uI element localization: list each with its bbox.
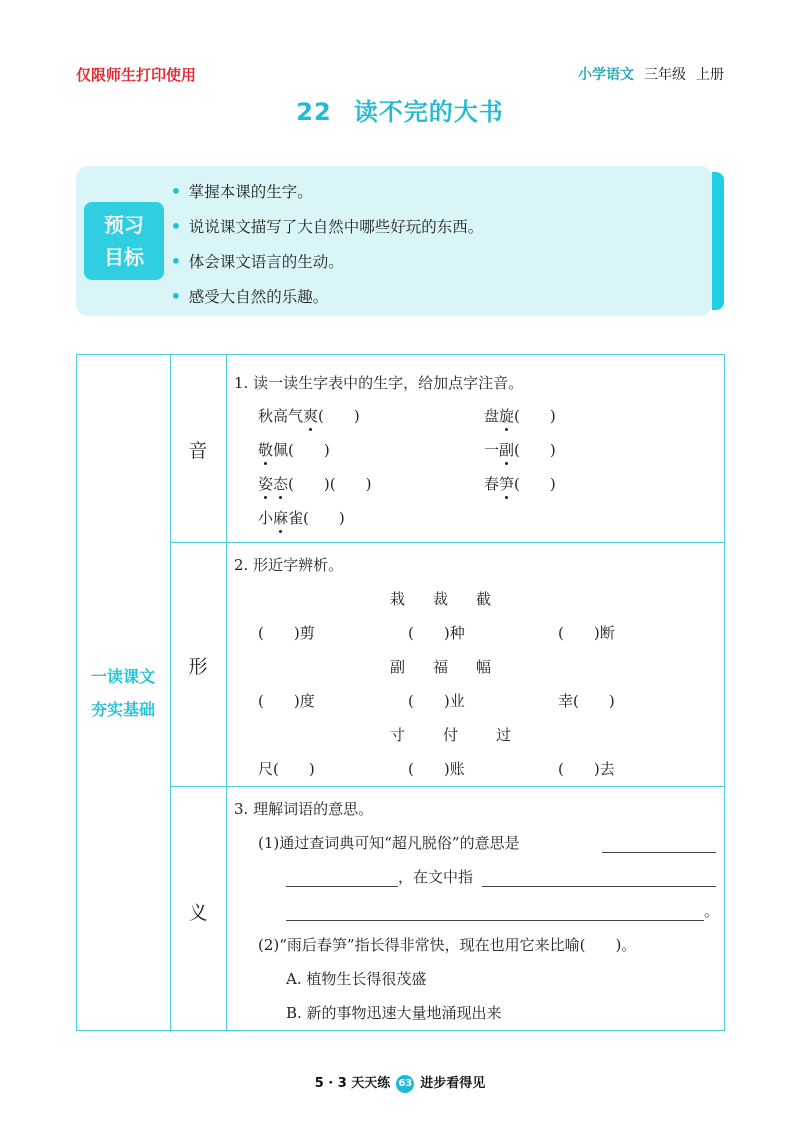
dotted-char: 敬 — [258, 441, 274, 459]
book-info — [578, 64, 724, 84]
fill-item — [558, 758, 615, 779]
badge-line-2: 目标 — [104, 245, 144, 269]
answer-line[interactable] — [286, 920, 704, 921]
table-row-divider — [170, 542, 725, 543]
goal-list — [170, 178, 483, 318]
similar-char: 付 — [443, 726, 459, 744]
fill-item — [408, 622, 465, 643]
similar-char: 裁 — [433, 590, 449, 608]
answer-blank[interactable]: ( ) — [258, 624, 300, 642]
word-text: 度 — [299, 692, 315, 710]
similar-char: 寸 — [390, 726, 406, 744]
word-text: 小 — [258, 509, 274, 527]
similar-char: 栽 — [390, 590, 406, 608]
similar-char: 过 — [496, 726, 512, 744]
section-label-line-2: 夯实基础 — [90, 700, 155, 719]
word-text: 佩 — [273, 441, 289, 459]
dotted-char: 旋 — [499, 407, 515, 425]
answer-line[interactable] — [602, 852, 716, 853]
section-label-line-1: 一读课文 — [90, 667, 155, 686]
fill-item — [558, 690, 615, 711]
similar-char: 幅 — [476, 658, 492, 676]
goal-item — [170, 213, 483, 248]
grade-label: 三年级 — [644, 67, 686, 83]
row-label-form: 形 — [188, 656, 208, 678]
page-number: 63 — [396, 1075, 414, 1093]
sub-question-1: (1)通过查词典可知“超凡脱俗”的意思是 — [258, 834, 520, 852]
pinyin-item — [484, 405, 556, 426]
answer-blank[interactable]: ( ) — [514, 407, 556, 425]
answer-blank[interactable]: ( ) — [408, 760, 450, 778]
dotted-char: 爽 — [303, 407, 319, 425]
pinyin-item — [484, 439, 556, 460]
goal-text: 体会课文语言的生动。 — [188, 253, 344, 271]
pinyin-item — [484, 473, 556, 494]
similar-char: 副 — [390, 658, 406, 676]
word-text: 业 — [449, 692, 465, 710]
word-text: 一 — [484, 441, 500, 459]
word-text: 断 — [599, 624, 615, 642]
goal-item — [170, 178, 483, 213]
fill-item — [258, 690, 315, 711]
row-label-meaning: 义 — [188, 902, 208, 924]
answer-blank[interactable]: ( ) — [408, 692, 450, 710]
bullet-icon: • — [170, 284, 182, 308]
word-text: 尺 — [258, 760, 274, 778]
answer-blank[interactable]: ( ) — [288, 441, 330, 459]
goal-item — [170, 248, 483, 283]
word-text: 剪 — [299, 624, 315, 642]
answer-blank[interactable]: ( ) — [288, 475, 330, 493]
similar-char: 福 — [433, 658, 449, 676]
goal-text: 感受大自然的乐趣。 — [188, 288, 329, 306]
lesson-number: 22 — [296, 98, 332, 126]
answer-blank[interactable]: ( ) — [558, 760, 600, 778]
word-text: 盘 — [484, 407, 500, 425]
word-text: 去 — [599, 760, 615, 778]
fill-item — [558, 622, 615, 643]
answer-blank[interactable]: ( ) — [408, 624, 450, 642]
answer-blank[interactable]: ( ) — [318, 407, 360, 425]
table-row-divider — [170, 786, 725, 787]
question-3: 3. 理解词语的意思。 — [234, 800, 374, 818]
dotted-char: 态 — [273, 475, 289, 493]
question-2: 2. 形近字辨析。 — [234, 556, 344, 574]
footer-brand: 5 · 3 天天练 — [314, 1076, 391, 1091]
char-group-2 — [390, 656, 491, 677]
word-text: 秋高气 — [258, 407, 304, 425]
subject-label: 小学语文 — [578, 67, 634, 83]
dotted-char: 笋 — [499, 475, 515, 493]
pinyin-item — [258, 405, 360, 426]
goal-text: 掌握本课的生字。 — [188, 183, 313, 201]
page-footer — [0, 1072, 800, 1093]
pinyin-item — [258, 439, 330, 460]
preview-goals-badge — [84, 202, 164, 280]
word-text: 账 — [449, 760, 465, 778]
word-text: 幸 — [558, 692, 574, 710]
dotted-char: 副 — [499, 441, 515, 459]
char-group-1 — [390, 588, 491, 609]
pinyin-item — [258, 473, 371, 494]
sentence-end: 。 — [704, 902, 720, 920]
char-group-3 — [390, 724, 511, 745]
volume-label: 上册 — [696, 67, 724, 83]
answer-blank[interactable]: ( ) — [258, 692, 300, 710]
answer-blank[interactable]: ( ) — [558, 624, 600, 642]
answer-blank[interactable]: ( ) — [273, 760, 315, 778]
fill-item — [408, 690, 465, 711]
table-divider — [226, 354, 227, 1031]
bullet-icon: • — [170, 249, 182, 273]
option-b[interactable]: B. 新的事物迅速大量地涌现出来 — [286, 1004, 502, 1022]
answer-line[interactable] — [286, 886, 398, 887]
panel-edge-decoration — [712, 172, 724, 310]
section-label — [76, 660, 170, 726]
option-a[interactable]: A. 植物生长得很茂盛 — [286, 970, 427, 988]
dotted-char: 麻 — [273, 509, 289, 527]
pinyin-item — [258, 507, 345, 528]
lesson-name: 读不完的大书 — [353, 98, 504, 126]
goal-text: 说说课文描写了大自然中哪些好玩的东西。 — [188, 218, 484, 236]
answer-blank[interactable]: ( ) — [514, 475, 556, 493]
similar-char: 截 — [476, 590, 492, 608]
bullet-icon: • — [170, 214, 182, 238]
sub-question-1-mid: ，在文中指 — [398, 868, 474, 886]
word-text: 春 — [484, 475, 500, 493]
answer-blank[interactable]: ( ) — [514, 441, 556, 459]
lesson-title — [0, 92, 800, 127]
dotted-char: 姿 — [258, 475, 274, 493]
answer-blank[interactable]: ( ) — [329, 475, 372, 493]
question-1: 1. 读一读生字表中的生字，给加点字注音。 — [234, 374, 524, 392]
footer-slogan: 进步看得见 — [420, 1076, 486, 1091]
answer-blank[interactable]: ( ) — [573, 692, 615, 710]
answer-line[interactable] — [482, 886, 716, 887]
row-label-pronunciation: 音 — [188, 440, 208, 462]
answer-blank[interactable]: ( ) — [303, 509, 345, 527]
fill-item — [258, 758, 315, 779]
bullet-icon: • — [170, 179, 182, 203]
fill-item — [408, 758, 465, 779]
fill-item — [258, 622, 315, 643]
word-text: 雀 — [288, 509, 304, 527]
print-notice: 仅限师生打印使用 — [76, 66, 197, 84]
sub-question-2[interactable]: (2)“雨后春笋”指长得非常快，现在也用它来比喻( )。 — [258, 936, 637, 954]
badge-line-1: 预习 — [104, 213, 144, 237]
goal-item — [170, 283, 483, 318]
word-text: 种 — [449, 624, 465, 642]
